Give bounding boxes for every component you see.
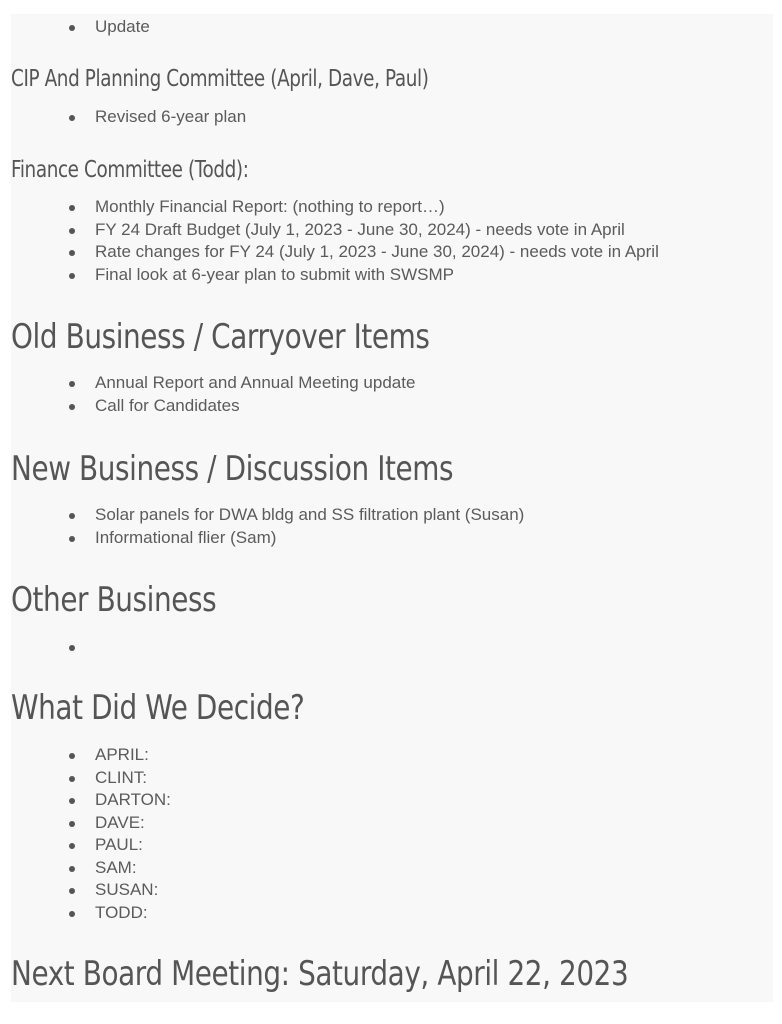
decide-heading: What Did We Decide? [11,688,305,728]
list-item [66,527,524,550]
other-business-section [11,580,773,620]
list-item [66,106,246,129]
list-item-text: DARTON: [95,790,171,809]
list-item-text: SUSAN: [95,880,159,899]
bullet-icon [69,205,75,211]
list-item-text: Final look at 6-year plan to submit with SWSMP [95,264,455,284]
list-item [66,902,171,925]
update-list [66,16,150,39]
other-business-heading: Other Business [11,580,217,620]
list-item [66,789,171,812]
list-item [66,744,171,767]
list-item-text: Rate changes for FY 24 (July 1, 2023 - June 30, 2024) - needs vote in April [95,242,659,261]
list-item [66,395,415,418]
list-item-text: Update [95,17,150,36]
bullet-icon [69,25,75,31]
list-item [66,767,171,790]
finance-section [11,156,773,184]
finance-heading: Finance Committee (Todd): [11,157,249,183]
bullet-icon [69,911,75,917]
bullet-icon [69,273,75,279]
decide-section [11,688,773,728]
list-item-text: Annual Report and Annual Meeting update [95,373,416,392]
old-business-list [66,372,415,417]
bullet-icon [69,250,75,256]
list-item-text: FY 24 Draft Budget (July 1, 2023 - June 30, 2024) - needs vote in April [95,219,625,239]
list-item [66,16,150,39]
bullet-icon [69,843,75,849]
list-item-text: Solar panels for DWA bldg and SS filtration plant (Susan) [95,505,525,524]
bullet-icon [69,228,75,234]
bullet-icon [69,513,75,519]
list-item [66,219,659,242]
list-item [66,834,171,857]
list-item-text: Revised 6-year plan [95,107,247,126]
bullet-icon [69,381,75,387]
list-item [66,372,415,395]
list-item [66,241,659,264]
list-item [66,264,659,287]
list-item-text: TODD: [95,902,148,922]
bullet-icon [69,536,75,542]
new-business-section [11,449,773,489]
bullet-icon [69,645,75,651]
decide-list [66,744,171,924]
bullet-icon [69,753,75,759]
next-meeting-section [11,954,773,994]
list-item-text: DAVE: [95,812,145,832]
list-item-text: APRIL: [95,745,149,764]
list-item-text: SAM: [95,857,137,877]
bullet-icon [69,115,75,121]
list-item [66,857,171,880]
list-item [66,812,171,835]
new-business-heading: New Business / Discussion Items [11,449,454,489]
old-business-heading: Old Business / Carryover Items [11,317,430,357]
bullet-icon [69,798,75,804]
list-item-text: CLINT: [95,767,147,787]
list-item-text: Call for Candidates [95,395,240,415]
list-item-text: Informational flier (Sam) [95,527,277,547]
list-item [66,879,171,902]
next-meeting-heading: Next Board Meeting: Saturday, April 22, 2023 [11,954,629,994]
list-item [66,636,95,659]
bullet-icon [69,821,75,827]
list-item-text: PAUL: [95,835,143,854]
finance-list [66,196,659,286]
other-business-list [66,636,95,659]
bullet-icon [69,888,75,894]
cip-heading: CIP And Planning Committee (April, Dave, Paul) [11,66,429,92]
cip-section [11,65,773,93]
old-business-section [11,317,773,357]
bullet-icon [69,776,75,782]
list-item-text: Monthly Financial Report: (nothing to report…) [95,197,445,216]
list-item [66,504,524,527]
bullet-icon [69,866,75,872]
cip-list [66,106,246,129]
bullet-icon [69,404,75,410]
new-business-list [66,504,524,549]
list-item [66,196,659,219]
